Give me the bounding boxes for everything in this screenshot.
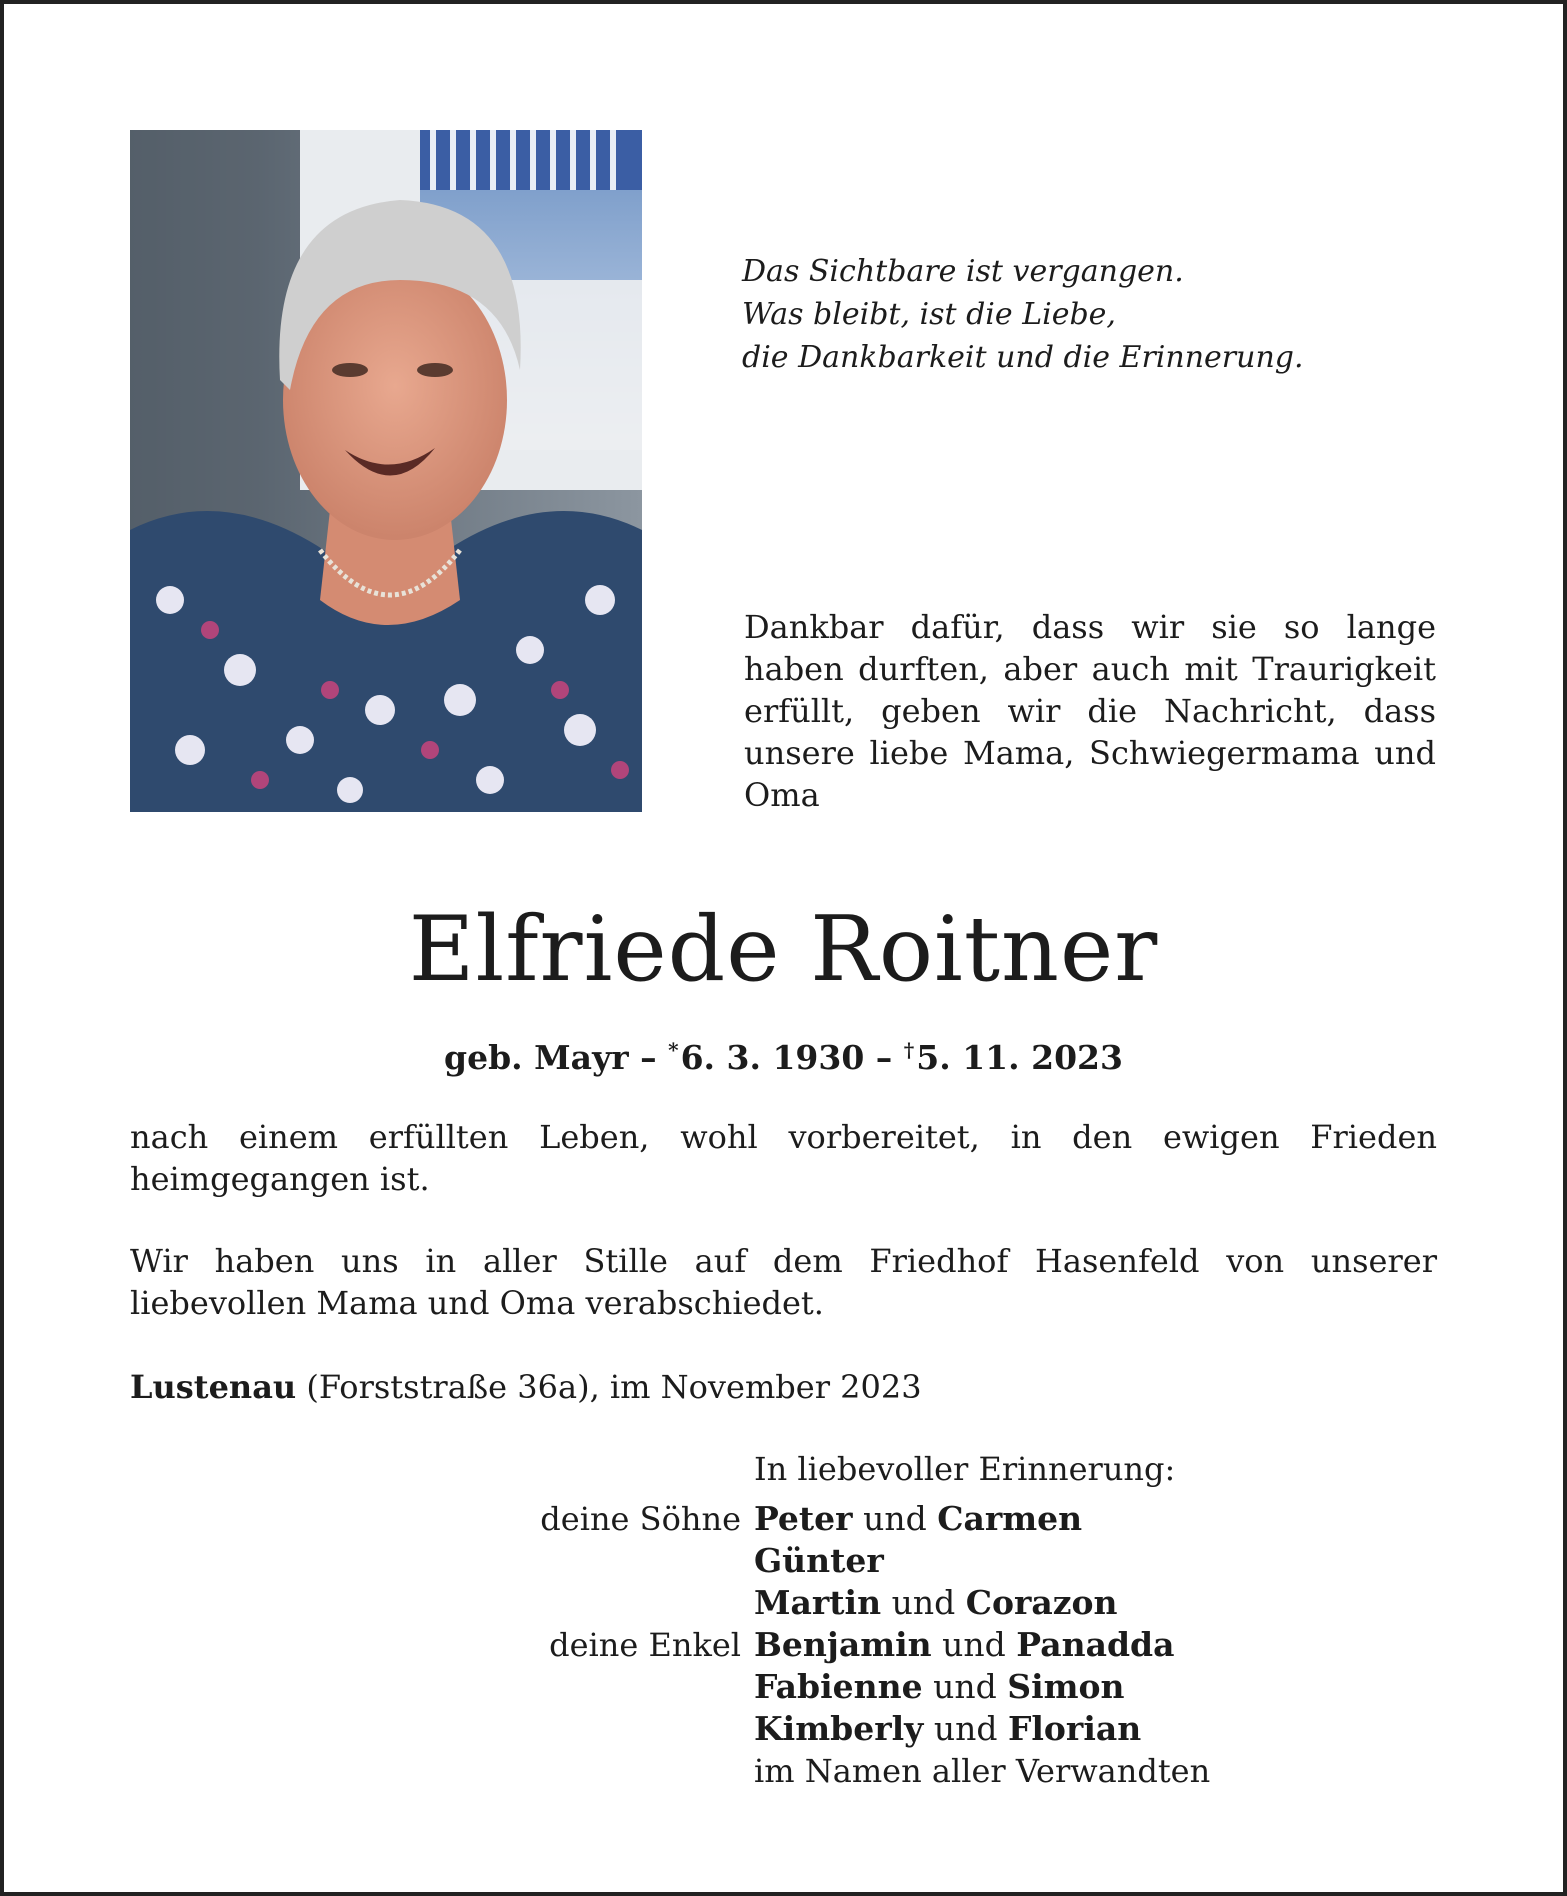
quote-line: Was bleibt, ist die Liebe, bbox=[742, 297, 1116, 332]
closing-line: im Namen aller Verwandten bbox=[754, 1752, 1211, 1790]
sons-label: deine Söhne bbox=[540, 1500, 741, 1538]
family-row: deine Enkel Benjamin und Panadda bbox=[549, 1625, 1175, 1664]
quote-line: die Dankbarkeit und die Erinnerung. bbox=[742, 340, 1304, 375]
birth-symbol: * bbox=[668, 1038, 679, 1062]
memory-line: In liebevoller Erinnerung: bbox=[754, 1450, 1176, 1488]
family-row bbox=[0, 1540, 1567, 1582]
family-row: Kimberly und Florian bbox=[754, 1709, 1142, 1748]
family-member: Benjamin bbox=[754, 1625, 932, 1664]
passing-paragraph: nach einem erfüllten Leben, wohl vorbereitet, in den ewigen Frieden heimgegangen ist. bbox=[130, 1118, 1437, 1198]
family-member: Corazon bbox=[965, 1583, 1118, 1622]
family-member: Carmen bbox=[937, 1499, 1083, 1538]
portrait-photo bbox=[130, 130, 642, 812]
death-date: 5. 11. 2023 bbox=[916, 1038, 1123, 1077]
family-row: Fabienne und Simon bbox=[754, 1667, 1125, 1706]
family-member: Simon bbox=[1007, 1667, 1125, 1706]
family-member: Fabienne bbox=[754, 1667, 923, 1706]
place-town: Lustenau bbox=[130, 1368, 297, 1406]
life-dates: geb. Mayr – *6. 3. 1930 – †5. 11. 2023 bbox=[444, 1038, 1123, 1077]
grandchildren-label: deine Enkel bbox=[549, 1626, 741, 1664]
intro-paragraph: Dankbar dafür, dass wir sie so lange haben durften, aber auch mit Traurigkeit erfüllt, geben wir die Nachricht, dass unsere liebe Mama, Schwiegermama und Oma bbox=[744, 608, 1436, 814]
place-date-line bbox=[130, 1366, 922, 1408]
family-member: Peter bbox=[754, 1499, 853, 1538]
birth-name: geb. Mayr bbox=[444, 1038, 629, 1077]
death-symbol: † bbox=[903, 1038, 915, 1062]
family-row bbox=[0, 1750, 1567, 1792]
family-row: deine Söhne Peter und Carmen bbox=[540, 1499, 1083, 1538]
family-member: Günter bbox=[754, 1541, 884, 1580]
family-member: Panadda bbox=[1016, 1625, 1175, 1664]
family-member: Kimberly bbox=[754, 1709, 924, 1748]
family-row: Martin und Corazon bbox=[754, 1583, 1118, 1622]
family-member: Florian bbox=[1007, 1709, 1142, 1748]
deceased-name: Elfriede Roitner bbox=[408, 897, 1159, 1002]
family-member: Martin bbox=[754, 1583, 882, 1622]
birth-date: 6. 3. 1930 bbox=[680, 1038, 865, 1077]
memorial-quote bbox=[742, 250, 1382, 379]
farewell-paragraph: Wir haben uns in aller Stille auf dem Friedhof Hasenfeld von unserer liebevollen Mama und Oma verabschiedet. bbox=[130, 1242, 1437, 1322]
place-details: (Forststraße 36a), im November 2023 bbox=[296, 1368, 922, 1406]
quote-line: Das Sichtbare ist vergangen. bbox=[742, 254, 1184, 289]
family-list bbox=[0, 1498, 1567, 1792]
